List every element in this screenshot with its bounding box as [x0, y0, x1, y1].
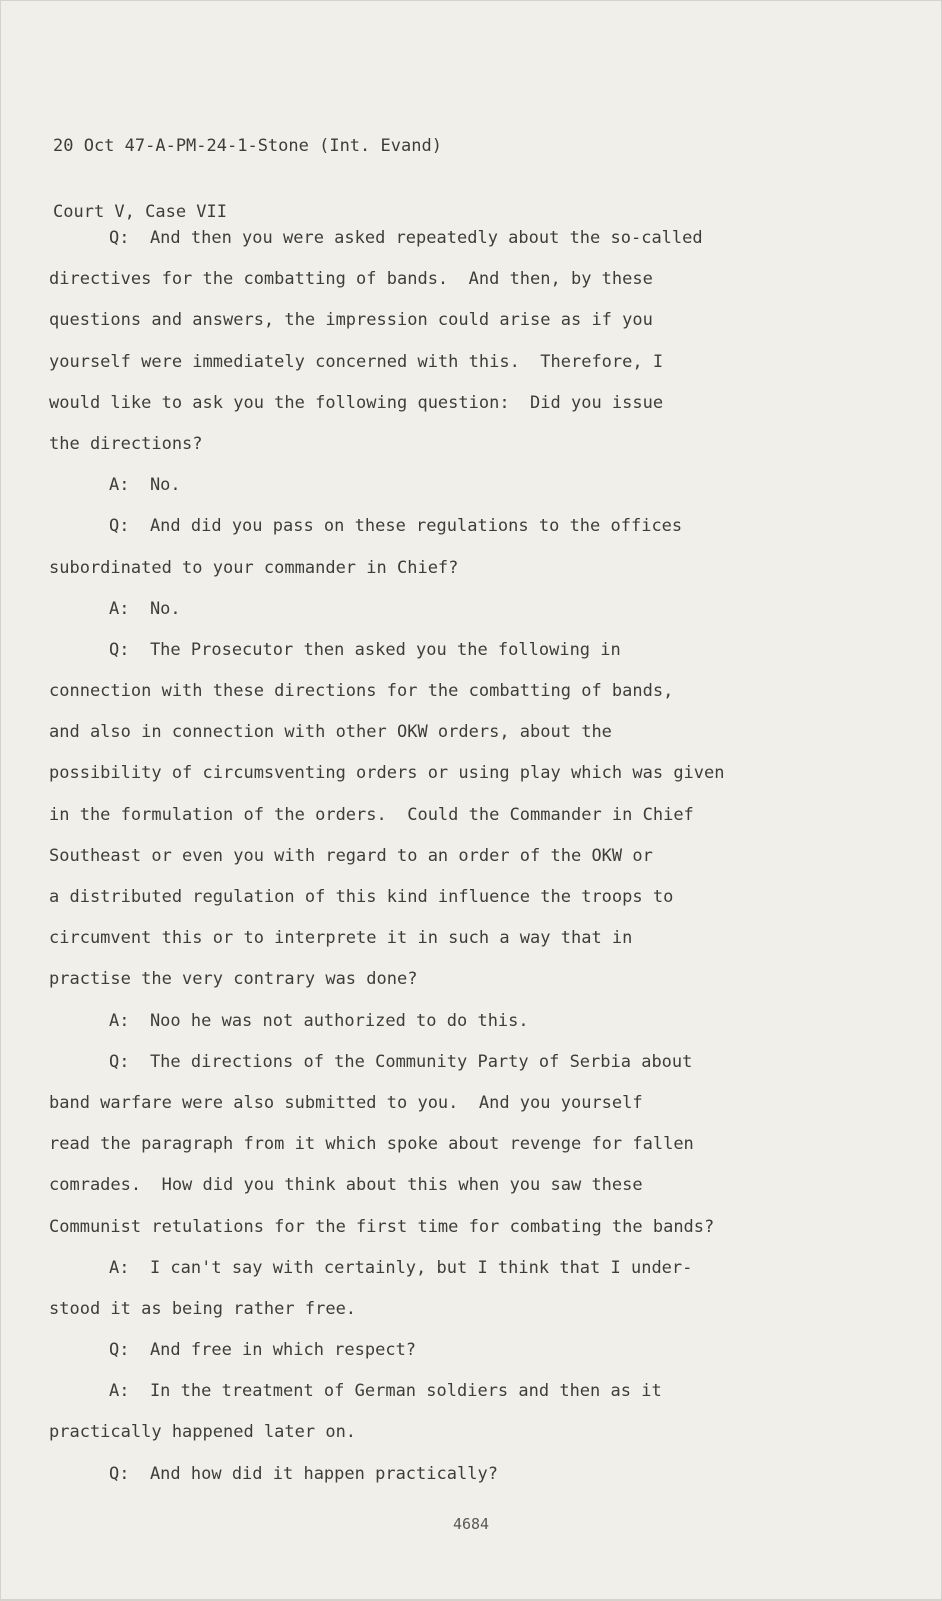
header-line-2: Court V, Case VII: [53, 202, 227, 222]
transcript-line: Southeast or even you with regard to an order of the OKW or: [49, 845, 653, 866]
transcript-line: directives for the combatting of bands. And then, by these: [49, 269, 653, 290]
transcript-line: A: No.: [109, 475, 181, 496]
transcript-line: Communist retulations for the first time for combating the bands?: [49, 1216, 715, 1237]
page-number: 4684: [452, 1515, 490, 1533]
transcript-line: and also in connection with other OKW orders, about the: [49, 722, 612, 743]
transcript-line: comrades. How did you think about this when you saw these: [49, 1175, 643, 1196]
transcript-line: the directions?: [49, 433, 203, 454]
transcript-line: would like to ask you the following question: Did you issue: [49, 392, 664, 413]
transcript-line: practically happened later on.: [49, 1422, 357, 1443]
transcript-line: A: Noo he was not authorized to do this.: [109, 1010, 529, 1031]
transcript-line: connection with these directions for the combatting of bands,: [49, 681, 674, 702]
transcript-line: stood it as being rather free.: [49, 1298, 357, 1319]
transcript-line: yourself were immediately concerned with this. Therefore, I: [49, 351, 664, 372]
transcript-line: read the paragraph from it which spoke about revenge for fallen: [49, 1134, 694, 1155]
transcript-line: Q: And did you pass on these regulations to the offices: [109, 516, 683, 537]
transcript-line: Q: The Prosecutor then asked you the following in: [109, 639, 621, 660]
transcript-line: Q: The directions of the Community Party of Serbia about: [109, 1051, 693, 1072]
transcript-line: in the formulation of the orders. Could the Commander in Chief: [49, 804, 694, 825]
transcript-line: subordinated to your commander in Chief?: [49, 557, 459, 578]
transcript-line: circumvent this or to interprete it in such a way that in: [49, 928, 633, 949]
transcript-line: A: No.: [109, 598, 181, 619]
transcript-line: Q: And how did it happen practically?: [109, 1463, 498, 1484]
transcript-line: Q: And then you were asked repeatedly about the so-called: [109, 228, 703, 248]
transcript-line: A: I can't say with certainly, but I think that I under-: [109, 1257, 693, 1278]
document-page: [1, 1, 941, 1599]
transcript-body: [49, 218, 919, 1495]
transcript-line: questions and answers, the impression could arise as if you: [49, 310, 653, 331]
transcript-line: band warfare were also submitted to you. And you yourself: [49, 1092, 643, 1113]
header-line-1: 20 Oct 47-A-PM-24-1-Stone (Int. Evand): [53, 136, 442, 156]
transcript-line: a distributed regulation of this kind influence the troops to: [49, 887, 674, 907]
transcript-line: Q: And free in which respect?: [109, 1340, 417, 1361]
transcript-line: A: In the treatment of German soldiers and then as it: [109, 1381, 662, 1402]
transcript-line: possibility of circumsventing orders or using play which was given: [49, 763, 725, 784]
transcript-line: practise the very contrary was done?: [49, 969, 418, 990]
